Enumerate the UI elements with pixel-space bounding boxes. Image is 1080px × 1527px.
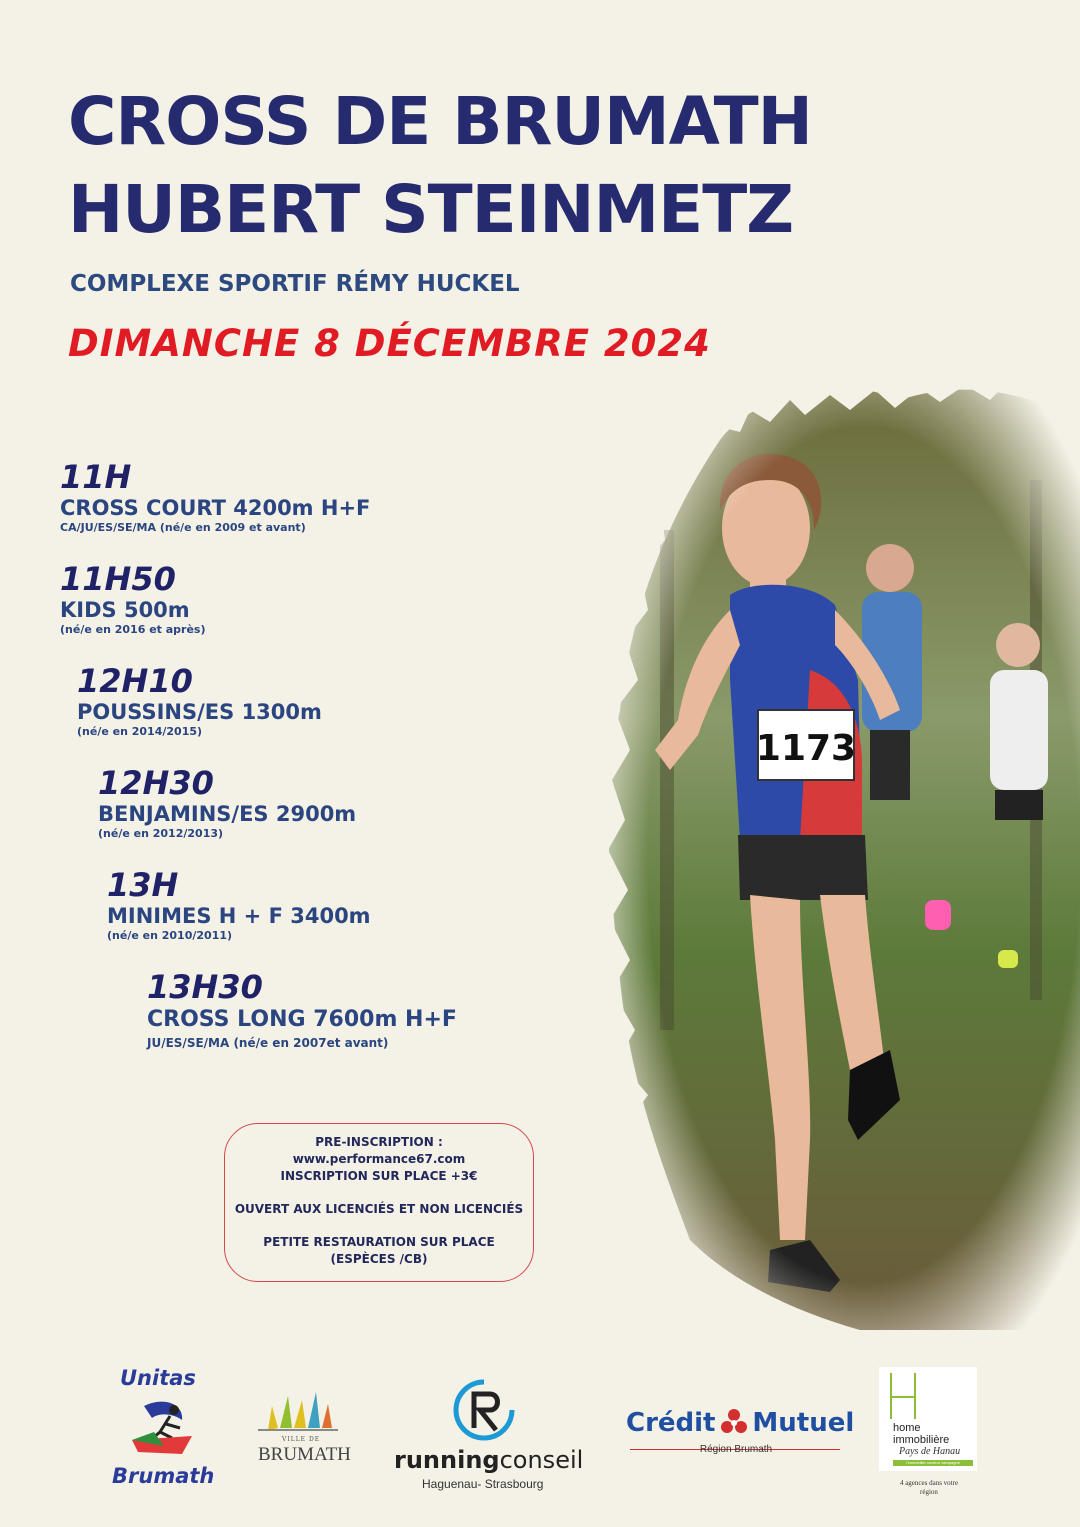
credit-mutuel-region: Région Brumath — [699, 1444, 773, 1455]
schedule-category: (né/e en 2012/2013) — [98, 827, 224, 840]
ville-brumath-logo — [258, 1390, 351, 1480]
food-info: PETITE RESTAURATION SUR PLACE — [263, 1235, 495, 1249]
schedule-time: 13H — [107, 866, 179, 904]
running-text: running — [394, 1446, 500, 1474]
title-line-2: HUBERT STEINMETZ — [68, 171, 794, 248]
ville-name-text: BRUMATH — [258, 1444, 351, 1465]
schedule-race: BENJAMINS/ES 2900m — [98, 802, 357, 826]
schedule-category: CA/JU/ES/SE/MA (né/e en 2009 et avant) — [60, 521, 306, 534]
running-conseil-r-icon — [452, 1378, 516, 1442]
home-text: home — [893, 1422, 921, 1434]
pays-de-hanau-text: Pays de Hanau — [899, 1446, 961, 1457]
schedule-race: CROSS LONG 7600m H+F — [147, 1007, 457, 1032]
runner-photo — [600, 380, 1080, 1330]
venue: COMPLEXE SPORTIF RÉMY HUCKEL — [70, 271, 520, 297]
conseil-text: conseil — [499, 1446, 584, 1474]
unitas-brumath-logo — [112, 1366, 215, 1496]
schedule-race: CROSS COURT 4200m H+F — [60, 496, 371, 520]
schedule-item — [107, 867, 371, 943]
credit-text: Crédit — [626, 1408, 716, 1438]
title-line-1: CROSS DE BRUMATH — [68, 83, 812, 160]
schedule-category: JU/ES/SE/MA (né/e en 2007et avant) — [147, 1036, 389, 1050]
brumath-text: Brumath — [112, 1464, 215, 1488]
home-agencies-line1: 4 agences dans votre — [899, 1479, 959, 1487]
mutuel-text: Mutuel — [752, 1408, 855, 1438]
home-immobiliere-logo — [879, 1367, 979, 1497]
running-location: Haguenau- Strasbourg — [422, 1477, 544, 1491]
credit-mutuel-emblem-icon — [720, 1408, 748, 1434]
schedule-race: POUSSINS/ES 1300m — [77, 700, 322, 724]
ville-de-text: VILLE DE — [282, 1436, 321, 1443]
schedule-item — [60, 561, 206, 637]
schedule-time: 13H30 — [147, 968, 263, 1006]
home-h-icon — [885, 1371, 925, 1421]
schedule-time: 12H30 — [98, 764, 214, 802]
unitas-text: Unitas — [120, 1366, 196, 1390]
schedule-time: 11H50 — [60, 560, 176, 598]
credit-mutuel-wordmark — [626, 1408, 854, 1438]
schedule-item — [147, 969, 457, 1051]
schedule-category: (né/e en 2010/2011) — [107, 929, 233, 942]
home-tagline: l'immobilier couleur campagne — [893, 1460, 973, 1466]
immobiliere-text: immobilière — [893, 1434, 950, 1446]
schedule-item — [60, 459, 370, 535]
event-title — [68, 78, 812, 254]
schedule-item — [98, 765, 356, 841]
running-conseil-logo — [392, 1378, 582, 1498]
home-agencies-line2: région — [920, 1488, 938, 1496]
schedule-time: 11H — [60, 458, 132, 496]
schedule-race: KIDS 500m — [60, 598, 190, 622]
registration-info-box — [224, 1123, 534, 1282]
schedule-item — [77, 663, 322, 739]
schedule-category: (né/e en 2016 et après) — [60, 623, 206, 636]
payment-info: (ESPÈCES /CB) — [330, 1252, 428, 1266]
ville-flower-icon — [258, 1390, 338, 1434]
runner-emblem-icon — [124, 1396, 200, 1456]
onsite-fee: INSCRIPTION SUR PLACE +3€ — [280, 1169, 478, 1183]
event-date: DIMANCHE 8 DÉCEMBRE 2024 — [68, 322, 711, 365]
running-conseil-wordmark — [394, 1446, 583, 1474]
schedule-category: (né/e en 2014/2015) — [77, 725, 203, 738]
preinscription-label: PRE-INSCRIPTION : — [315, 1135, 443, 1149]
credit-mutuel-logo — [626, 1408, 855, 1468]
open-to-all: OUVERT AUX LICENCIÉS ET NON LICENCIÉS — [234, 1202, 524, 1216]
schedule-time: 12H10 — [77, 662, 193, 700]
schedule-race: MINIMES H + F 3400m — [107, 904, 371, 928]
home-logo-box — [879, 1367, 977, 1471]
registration-link[interactable]: www.performance67.com — [292, 1152, 466, 1166]
